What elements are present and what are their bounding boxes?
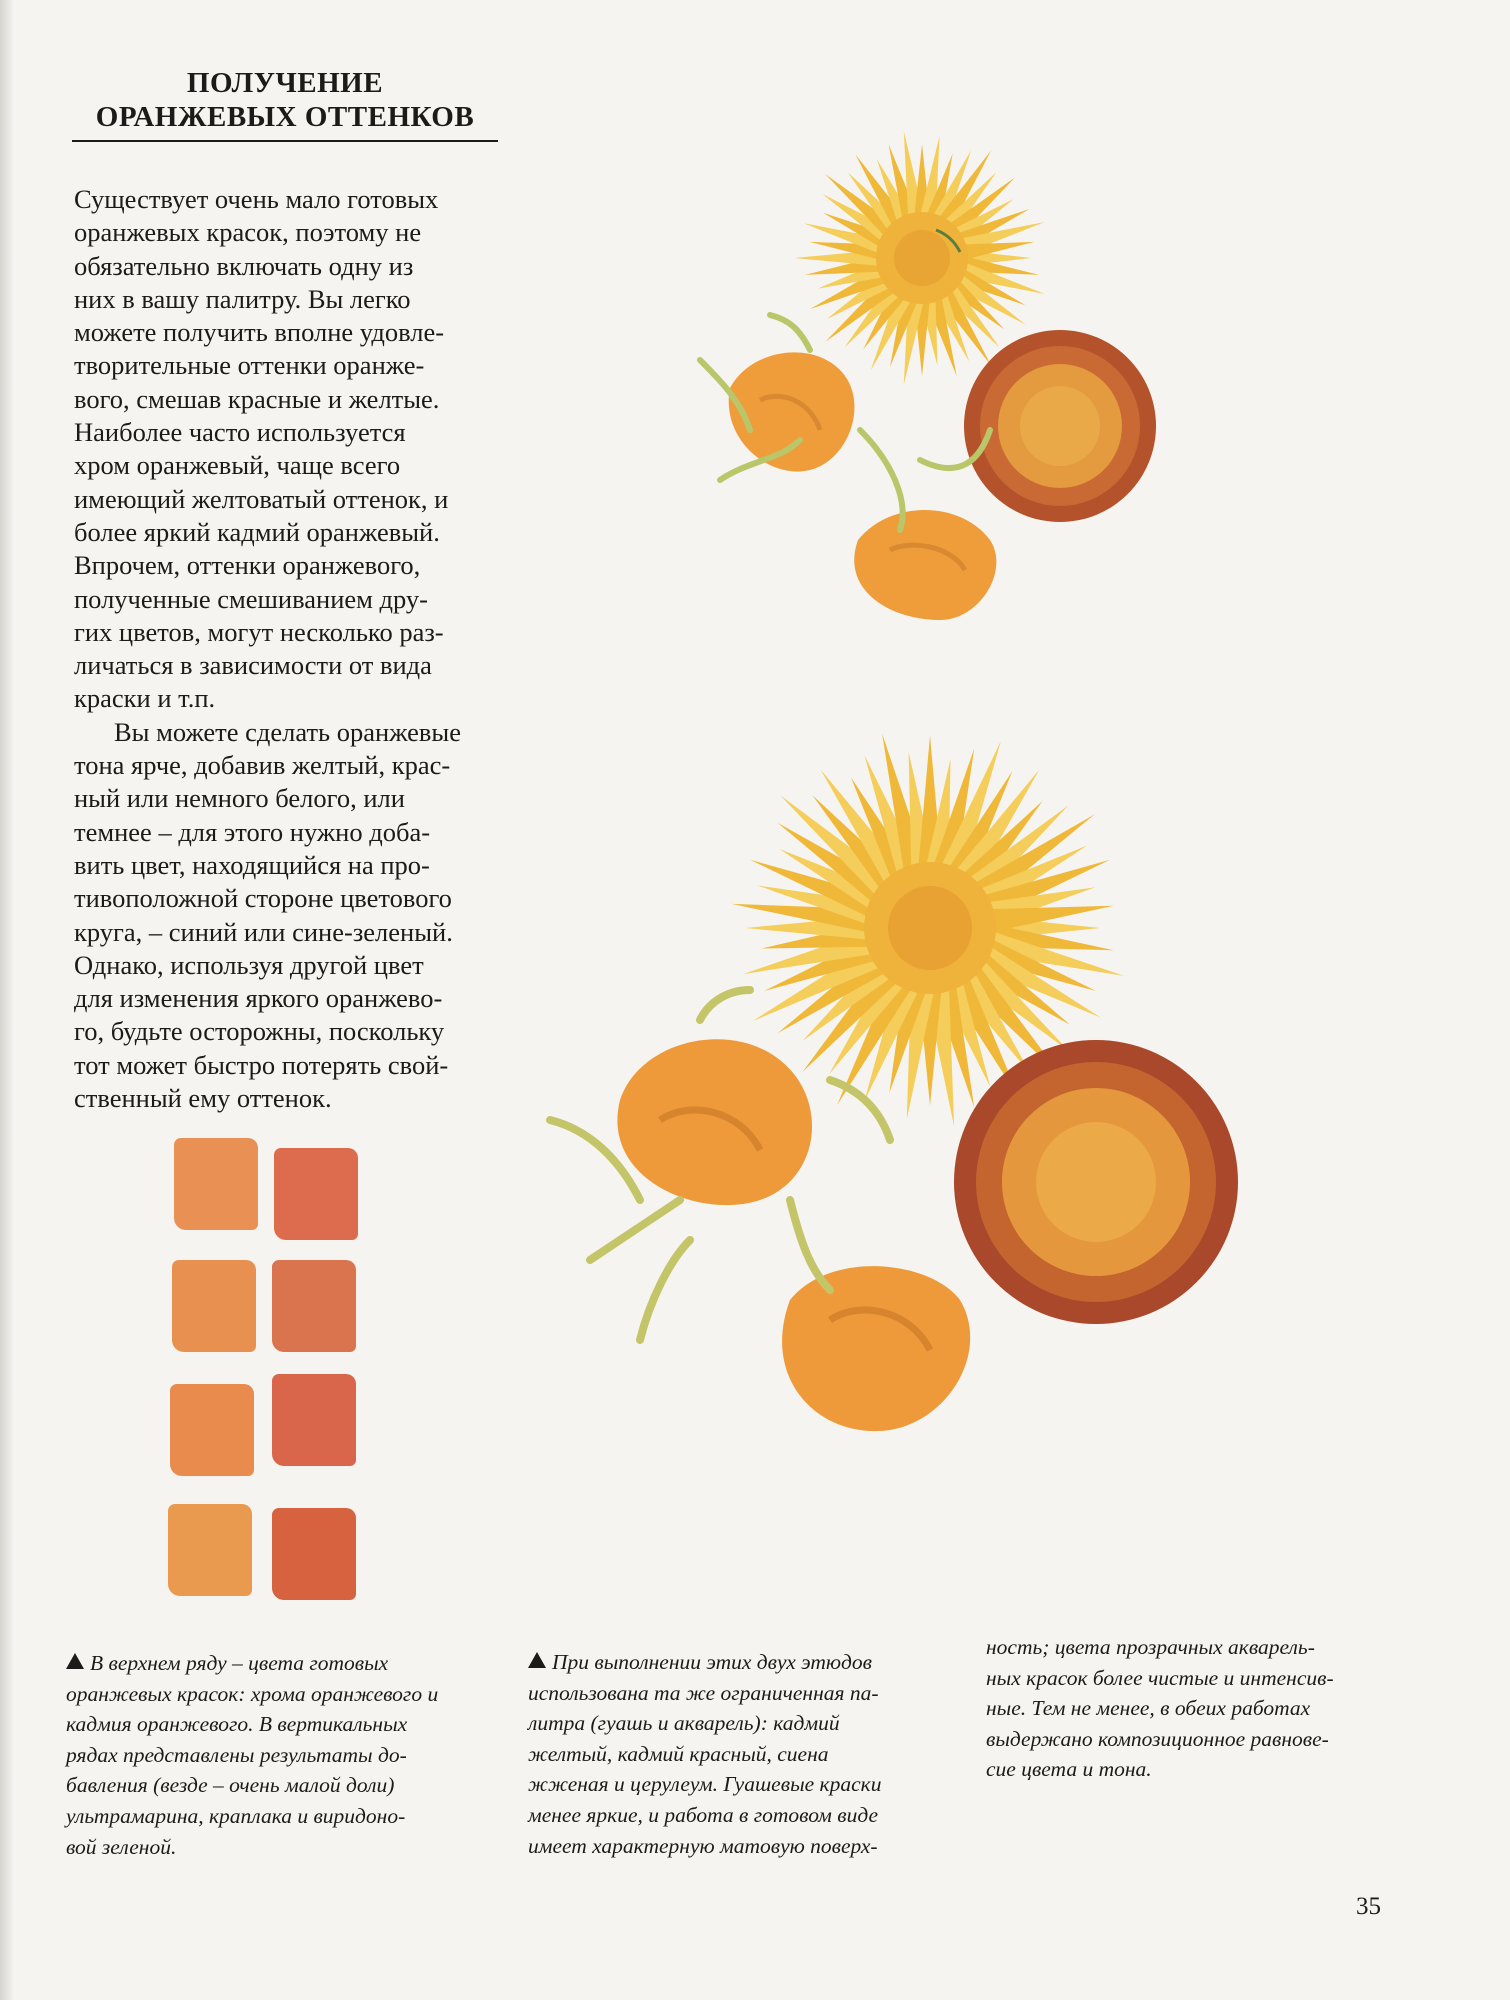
- caption-line: ультрамарина, краплака и виридоно-: [66, 1803, 406, 1828]
- caption-line: использована та же ограниченная па-: [528, 1680, 879, 1705]
- caption-illustrations: [528, 1647, 968, 1861]
- bellflower-orange: [729, 352, 997, 620]
- caption-line: литра (гуашь и акварель): кадмий: [528, 1711, 840, 1736]
- text-line: них в вашу палитру. Вы легко: [74, 283, 411, 314]
- text-line: темнее – для этого нужно доба-: [74, 816, 431, 847]
- page-number: 35: [1356, 1893, 1381, 1920]
- triangle-marker-icon: [528, 1652, 546, 1668]
- text-line: оранжевых красок, поэтому не: [74, 217, 422, 248]
- color-swatch: [272, 1374, 356, 1466]
- color-swatch-grid: [168, 1138, 368, 1618]
- heading-underline: [72, 140, 498, 142]
- body-text: [74, 183, 494, 1115]
- caption-line: желтый, кадмий красный, сиена: [528, 1741, 829, 1766]
- caption-swatches: [66, 1648, 476, 1862]
- text-line: более яркий кадмий оранжевый.: [74, 516, 440, 547]
- flower-illustration-bottom: [530, 700, 1270, 1480]
- heading-line-2: ОРАНЖЕВЫХ ОТТЕНКОВ: [95, 101, 475, 133]
- text-line: вого, смешав красные и желтые.: [74, 383, 440, 414]
- text-line: полученные смешиванием дру-: [74, 583, 428, 614]
- text-line: тивоположной стороне цветового: [74, 883, 452, 914]
- caption-line: рядах представлены результаты до-: [66, 1742, 407, 1767]
- heading-line-1: ПОЛУЧЕНИЕ: [186, 67, 384, 99]
- caption-line: При выполнении этих двух этюдов: [552, 1650, 873, 1674]
- text-line: для изменения яркого оранжево-: [74, 983, 443, 1014]
- text-line: тона ярче, добавив желтый, крас-: [74, 750, 451, 781]
- text-line: Наиболее часто используется: [74, 417, 406, 448]
- text-line: Существует очень мало готовых: [74, 184, 439, 214]
- marigold-rust: [964, 330, 1156, 522]
- caption-line: ные. Тем не менее, в обеих работах: [986, 1696, 1311, 1721]
- caption-line: выдержано композиционное равнове-: [986, 1726, 1329, 1751]
- text-line: творительные оттенки оранже-: [74, 350, 425, 381]
- text-line: Вы можете сделать оранжевые: [114, 716, 461, 747]
- color-swatch: [168, 1504, 252, 1596]
- caption-line: ность; цвета прозрачных акварель-: [986, 1635, 1315, 1659]
- caption-line: вой зеленой.: [66, 1834, 177, 1859]
- text-line: гих цветов, могут несколько раз-: [74, 616, 444, 647]
- text-line: можете получить вполне удовле-: [74, 317, 445, 348]
- text-line: обязательно включать одну из: [74, 250, 414, 281]
- color-swatch: [272, 1260, 356, 1352]
- text-line: вить цвет, находящийся на про-: [74, 849, 430, 880]
- caption-line: имеет характерную матовую поверх-: [528, 1833, 878, 1858]
- caption-line: жженая и церулеум. Гуашевые краски: [528, 1772, 882, 1797]
- text-line: ный или немного белого, или: [74, 783, 405, 814]
- body-paragraph-2: [74, 716, 494, 1116]
- caption-line: бавления (везде – очень малой доли): [66, 1773, 395, 1798]
- text-line: Однако, используя другой цвет: [74, 949, 424, 980]
- marigold-rust: [954, 1040, 1238, 1324]
- color-swatch: [174, 1138, 258, 1230]
- caption-line: менее яркие, и работа в готовом виде: [528, 1802, 879, 1827]
- text-line: тот может быстро потерять свой-: [74, 1049, 449, 1080]
- caption-illustrations-continued: [986, 1632, 1406, 1785]
- caption-line: В верхнем ряду – цвета готовых: [90, 1651, 389, 1675]
- color-swatch: [170, 1384, 254, 1476]
- color-swatch: [272, 1508, 356, 1600]
- caption-line: сие цвета и тона.: [986, 1757, 1152, 1782]
- text-line: го, будьте осторожны, поскольку: [74, 1016, 445, 1047]
- caption-line: оранжевых красок: хрома оранжевого и: [66, 1681, 439, 1706]
- text-line: ственный ему оттенок.: [74, 1083, 332, 1114]
- flower-illustration-top: [660, 100, 1180, 640]
- caption-line: кадмия оранжевого. В вертикальных: [66, 1712, 408, 1737]
- text-line: имеющий желтоватый оттенок, и: [74, 483, 449, 514]
- page-gutter-shadow: [0, 0, 14, 2000]
- text-line: круга, – синий или сине-зеленый.: [74, 916, 453, 947]
- text-line: Впрочем, оттенки оранжевого,: [74, 550, 421, 581]
- color-swatch: [274, 1148, 358, 1240]
- page-heading: [72, 66, 498, 134]
- triangle-marker-icon: [66, 1653, 84, 1669]
- text-line: краски и т.п.: [74, 683, 216, 714]
- body-paragraph-1: [74, 183, 494, 716]
- bellflower-orange: [617, 1039, 970, 1431]
- text-line: личаться в зависимости от вида: [74, 650, 432, 681]
- text-line: хром оранжевый, чаще всего: [74, 450, 401, 481]
- color-swatch: [172, 1260, 256, 1352]
- caption-line: ных красок более чистые и интенсив-: [986, 1665, 1334, 1690]
